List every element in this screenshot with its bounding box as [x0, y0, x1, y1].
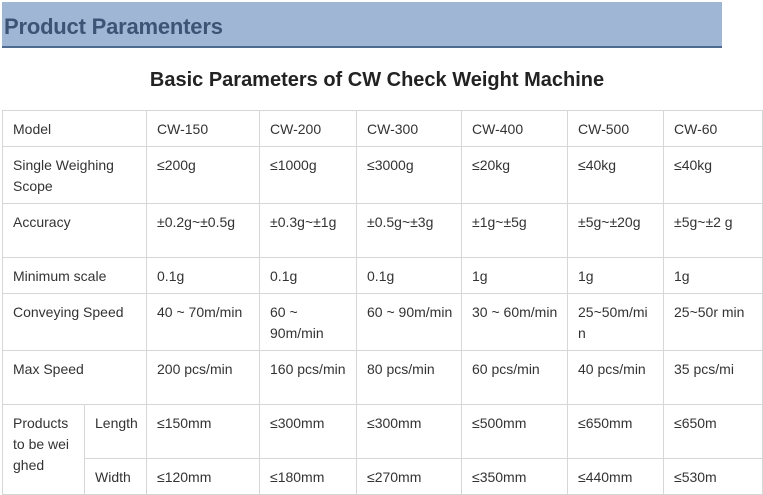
- cell-min-scale-cw-500: 1g: [568, 258, 664, 294]
- cell-accuracy-cw-600: ±5g~±2 g: [664, 204, 763, 258]
- cell-min-scale-cw-300: 0.1g: [357, 258, 462, 294]
- row-label-minimum-scale: Minimum scale: [3, 258, 147, 294]
- cell-accuracy-cw-300: ±0.5g~±3g: [357, 204, 462, 258]
- cell-width-cw-300: ≤270mm: [357, 459, 462, 495]
- cell-min-scale-cw-400: 1g: [462, 258, 568, 294]
- parameters-table-container: [2, 110, 745, 485]
- cell-length-cw-400: ≤500mm: [462, 405, 568, 459]
- cell-max-speed-cw-300: 80 pcs/min: [357, 351, 462, 405]
- cell-min-scale-cw-150: 0.1g: [147, 258, 260, 294]
- cell-width-cw-500: ≤440mm: [568, 459, 664, 495]
- cell-accuracy-cw-200: ±0.3g~±1g: [260, 204, 357, 258]
- cell-min-scale-cw-200: 0.1g: [260, 258, 357, 294]
- row-label-accuracy: Accuracy: [3, 204, 147, 258]
- row-label-weighing-scope: Single Weighing Scope: [3, 147, 147, 204]
- cell-accuracy-cw-400: ±1g~±5g: [462, 204, 568, 258]
- cell-accuracy-cw-150: ±0.2g~±0.5g: [147, 204, 260, 258]
- cell-scope-cw-500: ≤40kg: [568, 147, 664, 204]
- cell-conveying-cw-600: 25~50r min: [664, 294, 763, 351]
- cell-length-cw-500: ≤650mm: [568, 405, 664, 459]
- cell-model-cw-500: CW-500: [568, 111, 664, 147]
- cell-model-cw-200: CW-200: [260, 111, 357, 147]
- cell-width-cw-400: ≤350mm: [462, 459, 568, 495]
- table-row-conveying-speed: [3, 294, 763, 351]
- table-row-weighing-scope: [3, 147, 763, 204]
- cell-min-scale-cw-600: 1g: [664, 258, 763, 294]
- cell-width-cw-150: ≤120mm: [147, 459, 260, 495]
- cell-model-cw-400: CW-400: [462, 111, 568, 147]
- cell-conveying-cw-300: 60 ~ 90m/min: [357, 294, 462, 351]
- cell-max-speed-cw-150: 200 pcs/min: [147, 351, 260, 405]
- cell-model-cw-600: CW-60: [664, 111, 763, 147]
- cell-max-speed-cw-600: 35 pcs/mi: [664, 351, 763, 405]
- cell-length-cw-200: ≤300mm: [260, 405, 357, 459]
- cell-length-cw-600: ≤650m: [664, 405, 763, 459]
- cell-width-cw-200: ≤180mm: [260, 459, 357, 495]
- cell-scope-cw-200: ≤1000g: [260, 147, 357, 204]
- cell-max-speed-cw-500: 40 pcs/min: [568, 351, 664, 405]
- cell-conveying-cw-500: 25~50m/min: [568, 294, 664, 351]
- parameters-table: [2, 110, 763, 495]
- cell-width-cw-600: ≤530m: [664, 459, 763, 495]
- subrow-label-length: Length: [85, 405, 147, 459]
- cell-scope-cw-400: ≤20kg: [462, 147, 568, 204]
- table-row-model: [3, 111, 763, 147]
- subrow-label-width: Width: [85, 459, 147, 495]
- table-row-minimum-scale: [3, 258, 763, 294]
- cell-model-cw-300: CW-300: [357, 111, 462, 147]
- section-title: Product Paramenters: [4, 14, 223, 39]
- cell-scope-cw-150: ≤200g: [147, 147, 260, 204]
- row-label-conveying-speed: Conveying Speed: [3, 294, 147, 351]
- row-label-model: Model: [3, 111, 147, 147]
- table-row-width: [3, 459, 763, 495]
- table-row-accuracy: [3, 204, 763, 258]
- cell-conveying-cw-400: 30 ~ 60m/min: [462, 294, 568, 351]
- cell-conveying-cw-200: 60 ~ 90m/min: [260, 294, 357, 351]
- row-label-products-weighed: Products to be weighed: [3, 405, 85, 495]
- cell-scope-cw-300: ≤3000g: [357, 147, 462, 204]
- cell-length-cw-150: ≤150mm: [147, 405, 260, 459]
- cell-conveying-cw-150: 40 ~ 70m/min: [147, 294, 260, 351]
- cell-max-speed-cw-400: 60 pcs/min: [462, 351, 568, 405]
- section-header: [2, 2, 722, 48]
- cell-length-cw-300: ≤300mm: [357, 405, 462, 459]
- table-title: Basic Parameters of CW Check Weight Machine: [149, 69, 605, 91]
- table-row-max-speed: [3, 351, 763, 405]
- table-row-length: [3, 405, 763, 459]
- cell-accuracy-cw-500: ±5g~±20g: [568, 204, 664, 258]
- cell-max-speed-cw-200: 160 pcs/min: [260, 351, 357, 405]
- cell-model-cw-150: CW-150: [147, 111, 260, 147]
- cell-scope-cw-600: ≤40kg: [664, 147, 763, 204]
- row-label-max-speed: Max Speed: [3, 351, 147, 405]
